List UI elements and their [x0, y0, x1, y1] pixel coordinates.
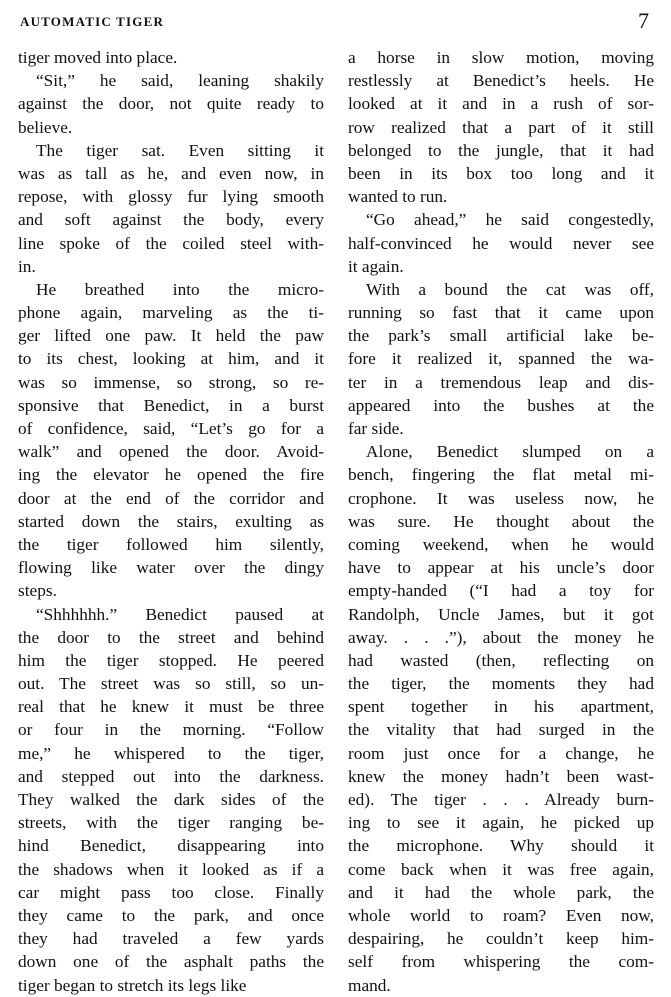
text-line: steps. [18, 581, 57, 601]
text-line: knew the money hadn’t been wast- [348, 766, 654, 786]
text-line: and soft against the body, every [18, 210, 324, 230]
text-line: Alone, Benedict slumped on a [366, 442, 654, 462]
paragraph [348, 440, 654, 997]
paragraph [348, 46, 654, 208]
text-line: repose, with glossy fur lying smooth [18, 187, 324, 207]
text-line: believe. [18, 117, 73, 137]
text-line: He breathed into the micro- [36, 279, 324, 299]
text-line: room just once for a change, he [348, 743, 654, 763]
text-line: phone again, marveling as the ti- [18, 303, 324, 323]
text-line: down one of the asphalt paths the [18, 952, 324, 972]
text-line: The tiger sat. Even sitting it [36, 140, 324, 160]
text-line: the shadows when it looked as if a [18, 859, 324, 879]
paragraph [18, 139, 324, 278]
text-line: sponsive that Benedict, in a burst [18, 395, 324, 415]
text-line: With a bound the cat was off, [366, 279, 654, 299]
text-line: door at the end of the corridor and [18, 488, 324, 508]
text-line: coming weekend, when he would [348, 534, 654, 554]
text-line: was sure. He thought about the [348, 511, 654, 531]
paragraph [18, 69, 324, 139]
text-line: row realized that a part of it still [348, 117, 654, 137]
text-line: the vitality that had surged in the [348, 720, 654, 740]
right-text-column [348, 46, 654, 997]
text-line: flowing like water over the dingy [18, 558, 324, 578]
text-line: ing to see it again, he picked up [348, 813, 654, 833]
text-line: to its chest, looking at him, and it [18, 349, 324, 369]
text-line: despairing, he couldn’t keep him- [348, 929, 654, 949]
text-line: “Shhhhhh.” Benedict paused at [36, 604, 324, 624]
text-line: self from whispering the com- [348, 952, 654, 972]
text-line: far side. [348, 419, 404, 438]
paragraph [18, 603, 324, 997]
text-line: spent together in his apartment, [348, 697, 654, 717]
text-line: bench, fingering the flat metal mi- [348, 465, 654, 485]
text-line: of confidence, said, “Let’s go for a [18, 419, 324, 438]
text-line: car might pass too close. Finally [18, 882, 324, 902]
text-line: tiger moved into place. [18, 48, 178, 67]
text-line: whole world to roam? Even now, [348, 905, 654, 925]
text-line: the door to the street and behind [18, 627, 324, 647]
text-line: and stepped out into the darkness. [18, 766, 324, 786]
text-line: hind Benedict, disappearing into [18, 836, 324, 856]
text-line: the tiger followed him silently, [18, 534, 324, 554]
text-line: “Go ahead,” he said congestedly, [366, 210, 654, 230]
text-line: restlessly at Benedict’s heels. He [348, 71, 654, 91]
paragraph [348, 208, 654, 278]
text-line: mand. [348, 975, 391, 995]
text-line: they had traveled a few yards [18, 929, 324, 949]
text-line: against the door, not quite ready to [18, 94, 324, 114]
text-line: the tiger, the moments they had [348, 674, 654, 694]
text-line: out. The street was so still, so un- [18, 674, 324, 694]
text-line: wanted to run. [348, 187, 448, 207]
text-line: tiger began to stretch its legs like [18, 975, 247, 995]
text-line: him the tiger stopped. He peered [18, 650, 324, 670]
text-line: ed). The tiger . . . Already burn- [348, 790, 654, 809]
text-line: have to appear at his uncle’s door [348, 558, 654, 578]
text-line: had wasted (then, reflecting on [348, 650, 654, 670]
text-line: fore it realized it, spanned the wa- [348, 349, 654, 369]
text-line: it again. [348, 256, 404, 276]
text-line: started down the stairs, exulting as [18, 511, 324, 531]
text-line: was as tall as he, and even now, in [18, 163, 324, 183]
text-line: a horse in slow motion, moving [348, 48, 654, 67]
text-line: was so immense, so strong, so re- [18, 372, 324, 392]
paragraph [348, 278, 654, 440]
text-line: “Sit,” he said, leaning shakily [36, 71, 324, 91]
text-line: the park’s small artificial lake be- [348, 326, 654, 346]
text-line: Randolph, Uncle James, but it got [348, 604, 654, 624]
text-line: empty-handed (“I had a toy for [348, 581, 654, 601]
running-title: AUTOMATIC TIGER [20, 14, 165, 29]
text-line: ter in a tremendous leap and dis- [348, 372, 654, 392]
text-line: real that he knew it must be three [18, 697, 324, 717]
text-line: the microphone. Why should it [348, 836, 654, 856]
text-line: been in its box too long and it [348, 163, 654, 183]
text-line: away. . . .”), about the money he [348, 627, 654, 647]
text-line: or four in the morning. “Follow [18, 720, 324, 740]
text-line: streets, with the tiger ranging be- [18, 813, 324, 833]
text-line: me,” he whispered to the tiger, [18, 743, 324, 763]
paragraph [18, 46, 324, 69]
text-line: in. [18, 256, 36, 276]
text-line: running so fast that it came upon [348, 303, 654, 323]
page-number: 7 [638, 8, 649, 33]
text-line: half-convinced he would never see [348, 233, 654, 253]
text-line: ger lifted one paw. It held the paw [18, 326, 324, 346]
text-line: belonged to the jungle, that it had [348, 140, 654, 160]
text-line: walk” and opened the door. Avoid- [18, 442, 324, 462]
text-line: crophone. It was useless now, he [348, 488, 654, 508]
text-line: appeared into the bushes at the [348, 395, 654, 415]
text-line: they came to the park, and once [18, 905, 324, 925]
text-line: line spoke of the coiled steel with- [18, 233, 324, 253]
left-text-column [18, 46, 324, 997]
paragraph [18, 278, 324, 603]
text-line: ing the elevator he opened the fire [18, 465, 324, 485]
text-line: looked at it and in a rush of sor- [348, 94, 654, 114]
text-line: They walked the dark sides of the [18, 790, 324, 809]
text-line: come back when it was free again, [348, 859, 654, 879]
text-line: and it had the whole park, the [348, 882, 654, 902]
